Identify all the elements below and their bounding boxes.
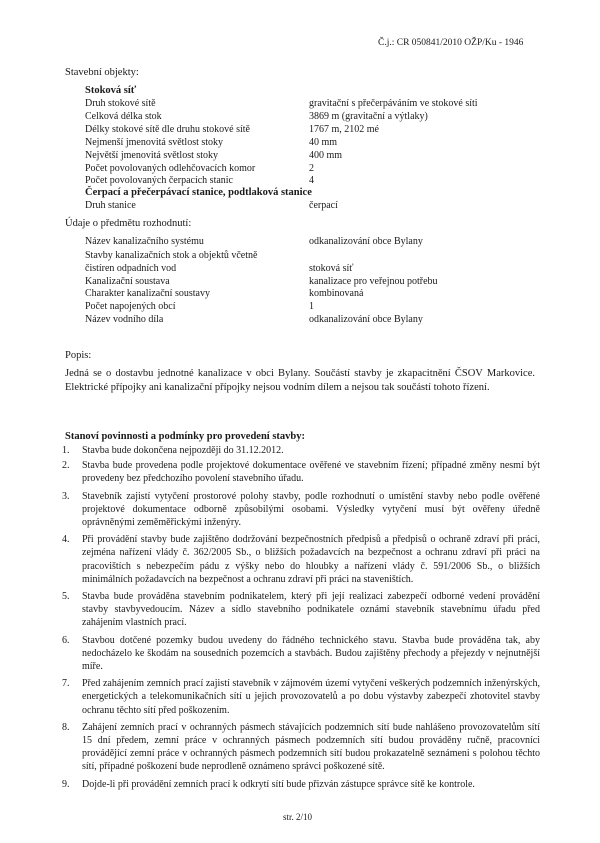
subject-row-value: kombinovaná xyxy=(309,288,364,299)
subject-row-value: odkanalizování obce Bylany xyxy=(309,236,423,247)
condition-text: Stavbou dotčené pozemky budou uvedeny do řádného technického stavu. Stavba bude prováděna tak, aby nedocházelo ke škodám na sousedních pozemcích a stavbách. Budou zajištěny přechody a přejezdy v nejnutnější míře. xyxy=(82,634,540,673)
sewer-network-title: Stoková síť xyxy=(85,85,137,96)
objects-row-label: Délky stokové sítě dle druhu stokové sítě xyxy=(85,124,250,135)
condition-number: 1. xyxy=(62,445,70,456)
conditions-list xyxy=(62,444,540,791)
condition-number: 3. xyxy=(62,490,70,502)
objects-row-value: 3869 m (gravitační a výtlaky) xyxy=(309,111,428,122)
objects-row-label: Největší jmenovitá světlost stoky xyxy=(85,150,219,161)
document-reference: Č.j.: CR 050841/2010 OŽP/Ku - 1946 xyxy=(378,38,524,48)
objects-row-value: gravitační s přečerpáváním ve stokové síti xyxy=(309,98,478,109)
page-number: str. 2/10 xyxy=(283,812,313,822)
condition-text: Stavba bude provedena podle projektové dokumentace ověřené ve stavebním řízení; případné změny nesmí být provedeny bez předchozího povolení stavebního úřadu. xyxy=(82,460,540,485)
condition-number: 9. xyxy=(62,778,70,790)
condition-item xyxy=(62,590,540,630)
condition-number: 8. xyxy=(62,721,70,733)
subject-row-label: Stavby kanalizačních stok a objektů včetně xyxy=(85,250,258,261)
condition-item xyxy=(62,677,540,717)
condition-item xyxy=(62,634,540,674)
objects-row-value: 1767 m, 2102 mé xyxy=(309,124,379,135)
condition-item xyxy=(62,778,540,791)
objects-row-value: čerpací xyxy=(309,200,338,211)
subject-row-value: kanalizace pro veřejnou potřebu xyxy=(309,276,438,287)
condition-text: Dojde-li při provádění zemních prací k odkrytí sítí bude přizván zástupce správce sítě ke kontrole. xyxy=(82,778,475,790)
objects-row-value: 2 xyxy=(309,163,314,174)
subject-row-value: 1 xyxy=(309,301,314,312)
condition-item xyxy=(62,533,540,586)
objects-row-label: Druh stokové sítě xyxy=(85,98,156,109)
subject-row-value: odkanalizování obce Bylany xyxy=(309,314,423,325)
objects-row-value: 40 mm xyxy=(309,137,338,148)
subject-row-label: Počet napojených obcí xyxy=(85,301,176,312)
objects-row-label: Druh stanice xyxy=(85,200,136,211)
pumping-stations-title: Čerpací a přečerpávací stanice, podtlaková stanice xyxy=(85,187,312,198)
condition-item xyxy=(62,459,540,485)
subject-row-label: Charakter kanalizační soustavy xyxy=(85,288,210,299)
condition-item xyxy=(62,444,540,457)
condition-text: Stavebník zajistí vytyčení prostorové polohy stavby, podle rozhodnutí o umístění stavby nebo podle ověřené projektové dokumentace odborně způsobilými osobami. Výsledky vytyčení musí být ověřeny úředně oprávněnými zeměměřickými inženýry. xyxy=(82,490,540,529)
objects-row-value: 400 mm xyxy=(309,150,343,161)
objects-row-label: Počet povolovaných odlehčovacích komor xyxy=(85,163,256,174)
subject-row-label: Název vodního díla xyxy=(85,314,164,325)
objects-row-label: Počet povolovaných čerpacích stanic xyxy=(85,175,233,186)
condition-item xyxy=(62,721,540,774)
subject-heading: Údaje o předmětu rozhodnutí: xyxy=(65,218,192,229)
description-heading: Popis: xyxy=(65,350,92,361)
condition-number: 6. xyxy=(62,634,70,646)
condition-number: 4. xyxy=(62,534,70,546)
condition-text: Zahájení zemních prací v ochranných pásmech stávajících podzemních sítí bude nahlášeno provozovatelům sítí 15 dní předem, zemní práce v ochranných pásmech podzemních sítí budou prováděny ručně, pracovníci provádějící zemní práce v ochranných pásmech podzemních sítí budou prokazatelně seznámeni s polohou těchto sítí, případné poškození bude neprodleně oznámeno správci poškozené sítě. xyxy=(82,721,540,773)
subject-row-label: Kanalizační soustava xyxy=(85,276,170,287)
condition-text: Před zahájením zemních prací zajistí stavebník v zájmovém území vytyčení veškerých podzemních inženýrských, energetických a telekomunikačních sítí u jejich provozovatelů a po dobu výstavby zabezpečí zhotovitel stavby ochranu těchto sítí před poškozením. xyxy=(82,678,540,716)
condition-item xyxy=(62,490,540,530)
condition-text: Stavba bude dokončena nejpozději do 31.12.2012. xyxy=(82,445,284,456)
subject-row-value: stoková síť xyxy=(309,263,354,274)
objects-heading: Stavební objekty: xyxy=(65,67,139,78)
condition-number: 2. xyxy=(62,460,70,472)
description-text: Jedná se o dostavbu jednotné kanalizace v obci Bylany. Součástí stavby je zkapacitnění ČSOV Markovice. Elektrické přípojky ani kanalizační přípojky nejsou vodním dílem a nejsou tak součástí tohoto řízení. xyxy=(65,368,535,393)
objects-row-label: Celková délka stok xyxy=(85,111,162,122)
objects-row-value: 4 xyxy=(309,175,314,186)
subject-row-label: Název kanalizačního systému xyxy=(85,236,204,247)
objects-row-label: Nejmenší jmenovitá světlost stoky xyxy=(85,137,224,148)
condition-text: Při provádění stavby bude zajištěno dodržování bezpečnostních předpisů a předpisů o ochraně zdraví při práci, zejména nařízení vlády č. 362/2005 Sb., o bližších požadavcích na bezpečnost a ochranu zdraví při práci na pracovištích s nebezpečím pádu z výšky nebo do hloubky a nařízení vlády č. 591/2006 Sb., o bližších minimálních požadavcích na bezpečnost a ochranu zdraví při práci na staveništích. xyxy=(82,534,540,585)
conditions-heading: Stanoví povinnosti a podmínky pro provedení stavby: xyxy=(65,431,306,442)
condition-number: 5. xyxy=(62,591,70,603)
subject-row-label: čistíren odpadních vod xyxy=(85,263,177,274)
condition-number: 7. xyxy=(62,678,70,690)
condition-text: Stavba bude prováděna stavebním podnikatelem, který při její realizaci zabezpečí odborné vedení provádění stavby stavbyvedoucím. Název a sídlo stavebního podnikatele oznámí stavebník stavebnímu úřadu před zahájením vlastních prací. xyxy=(82,591,540,629)
